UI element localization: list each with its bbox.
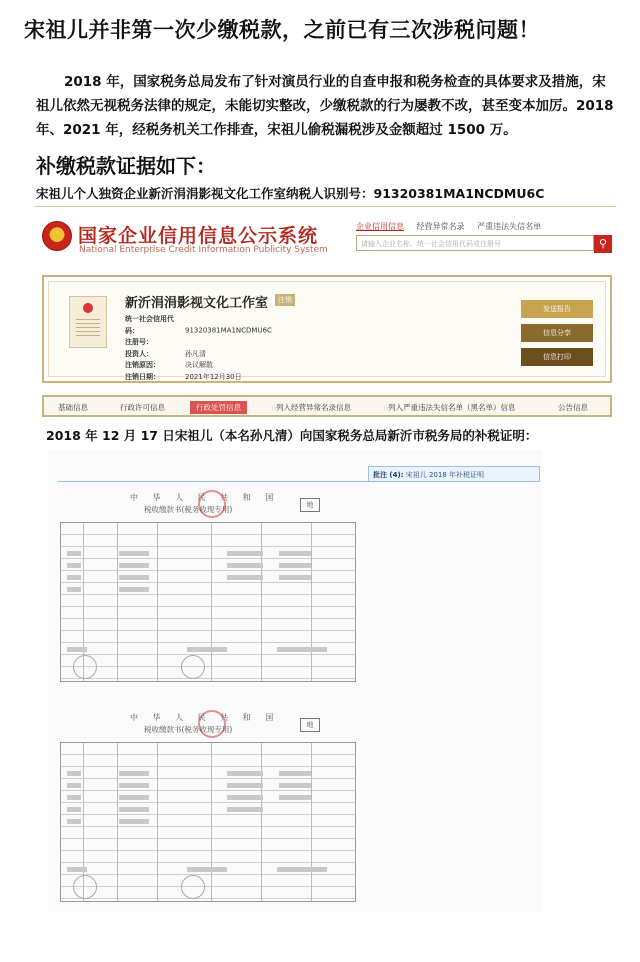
- company-name: 新沂涓涓影视文化工作室: [125, 296, 269, 311]
- receipt-caption: 2018 年 12 月 17 日宋祖儿（本名孙凡清）向国家税务总局新沂市税务局的补税证明：: [46, 428, 538, 443]
- note-label: 批注 (4):: [373, 471, 404, 479]
- tax-id-line: 宋祖儿个人独资企业新沂涓涓影视文化工作室纳税人识别号：91320381MA1NCDMU6C: [36, 186, 545, 201]
- credit-system-title-en: National Enterprise Credit Information Publicity System: [79, 245, 328, 255]
- field-label: 投资人：: [125, 349, 153, 358]
- receipt-subtitle: 税收缴款书(税务收现专用): [144, 505, 233, 514]
- field-label: 注销日期：: [125, 372, 160, 381]
- field-label: 注册号：: [125, 338, 153, 346]
- seal-icon: [181, 655, 205, 679]
- receipt-subtitle: 税收缴款书(税务收现专用): [144, 725, 233, 734]
- share-button[interactable]: 信息分享: [521, 324, 593, 342]
- search-icon[interactable]: ⚲: [594, 235, 612, 253]
- field-value: 91320381MA1NCDMU6C: [185, 326, 272, 335]
- send-report-button[interactable]: 发送报告: [521, 300, 593, 318]
- field-label: 统一社会信用代码：: [125, 315, 174, 335]
- tab-abnormal-list[interactable]: 列入经营异常名录信息: [276, 403, 351, 412]
- field-value: 2021年12月30日: [185, 372, 242, 381]
- seal-icon: [73, 875, 97, 899]
- field-label: 注销原因：: [125, 361, 160, 369]
- tax-receipt-scan: [48, 450, 542, 912]
- body-paragraph: 2018 年，国家税务总局发布了针对演员行业的自查申报和税务检查的具体要求及措施，宋祖儿依然无视税务法律的规定，未能切实整改，少缴税款的行为屡教不改，甚至变本加厉。2018 年、2021 年，经税务机关工作排查，宋祖儿偷税漏税涉及金额超过 1500 万。: [36, 74, 614, 138]
- field-value: 决议解散: [185, 361, 213, 369]
- tab-admin-license[interactable]: 行政许可信息: [120, 403, 165, 412]
- note-text: 宋祖儿 2018 年补税证明: [405, 471, 485, 479]
- company-info: [125, 314, 272, 383]
- headline: 宋祖儿并非第一次少缴税款，之前已有三次涉税问题！: [24, 18, 540, 42]
- credit-system-header: [34, 207, 616, 265]
- tab-admin-penalty[interactable]: 行政处罚信息: [190, 401, 247, 414]
- info-tabs: [42, 395, 612, 417]
- tab-basic-info[interactable]: 基础信息: [58, 403, 88, 412]
- search-input[interactable]: 请输入企业名称、统一社会信用代码或注册号: [356, 235, 594, 251]
- tab-announcements[interactable]: 公告信息: [558, 403, 588, 412]
- tax-receipt: [60, 712, 356, 906]
- receipt-box: 地: [300, 718, 320, 732]
- search-tab-blacklist[interactable]: 严重违法失信名单: [477, 222, 542, 231]
- search-tab-enterprise[interactable]: 企业信用信息: [356, 222, 404, 231]
- receipt-table: [60, 522, 356, 682]
- search-tabs: [356, 221, 551, 232]
- annotation-note: [368, 466, 540, 482]
- evidence-subheading: 补缴税款证据如下：: [36, 154, 216, 178]
- seal-icon: [73, 655, 97, 679]
- receipt-box: 地: [300, 498, 320, 512]
- business-license-icon: [69, 296, 107, 348]
- credit-system-screenshot: [34, 206, 616, 428]
- company-card: [42, 275, 612, 383]
- tax-receipt: [60, 492, 356, 686]
- field-value: 孙凡清: [185, 349, 206, 358]
- receipt-title: 中 华 人 民 共 和 国: [130, 713, 280, 722]
- seal-icon: [181, 875, 205, 899]
- search-tab-abnormal[interactable]: 经营异常名录: [416, 222, 465, 231]
- tab-blacklist[interactable]: 列入严重违法失信名单（黑名单）信息: [388, 403, 516, 412]
- status-badge: 注销: [275, 294, 295, 306]
- receipt-table: [60, 742, 356, 902]
- national-emblem-icon: [42, 221, 72, 251]
- receipt-title: 中 华 人 民 共 和 国: [130, 493, 280, 502]
- credit-system-title: 国家企业信用信息公示系统: [78, 225, 319, 247]
- print-button[interactable]: 信息打印: [521, 348, 593, 366]
